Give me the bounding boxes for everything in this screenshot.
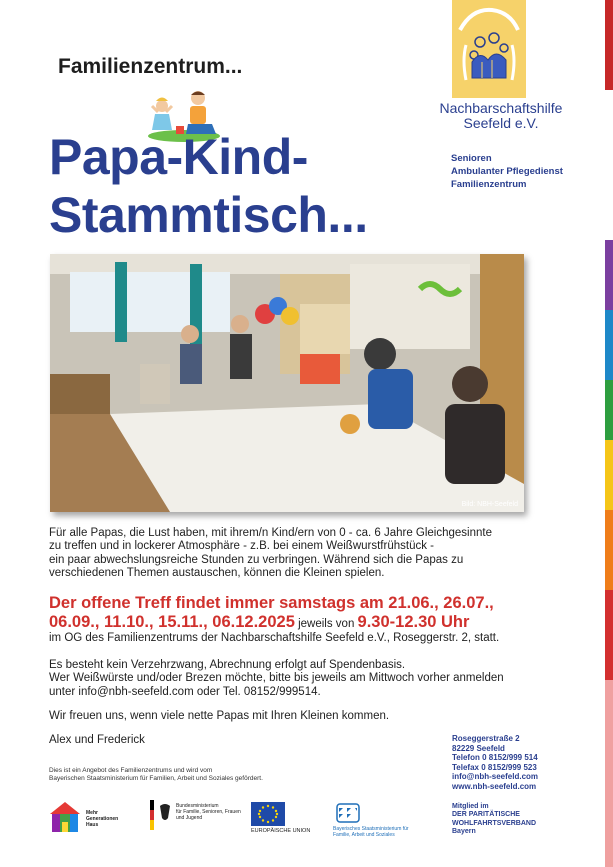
dates-inline-text: jeweils von [294,618,358,630]
contact-phone: Telefon 0 8152/999 514 [452,753,538,763]
stripe-purple [605,240,613,310]
bayern-line: Familie, Arbeit und Soziales [333,832,395,838]
dates-paragraph [49,594,569,634]
stripe-red-2 [605,590,613,680]
contact-website[interactable]: www.nbh-seefeld.com [452,781,537,791]
contact-email[interactable]: info@nbh-seefeld.com [452,772,539,782]
intro-line: Für alle Papas, die Lust haben, mit ihrem/n Kind/ern von 0 - ca. 6 Jahre Gleichgesinnte [49,527,492,539]
house-icon [48,800,82,836]
funding-footnote [49,767,349,783]
federal-eagle-icon [150,800,172,832]
member-line: Bayern [452,828,476,836]
member-line: DER PARITÄTISCHE [452,811,520,819]
pay-line: Wer Weißwürste und/oder Brezen möchte, bitte bis jeweils am Mittwoch vorher anmelden [49,672,504,685]
payment-paragraph [49,659,559,699]
footnote-line1: Dies ist ein Angebot des Familienzentrums und wird vom [49,767,213,774]
title-line2: Stammtisch... [49,187,368,243]
service-item: Senioren [451,153,492,164]
location-text: im OG des Familienzentrums der Nachbarschaftshilfe Seefeld e.V., Roseggerstr. 2, statt. [49,632,500,644]
contact-city: 82229 Seefeld [452,743,505,753]
contact-fax: Telefax 0 8152/999 523 [452,762,537,772]
services-list [451,152,563,191]
organization-name [436,101,566,131]
stripe-green [605,380,613,440]
page-title [49,128,368,244]
membership-block [452,803,536,837]
bavarian-coat-of-arms-icon [333,802,363,824]
mgh-line: Mehr [86,810,98,816]
intro-line: zu treffen und in lockerer Atmosphäre - z.B. bei einem Weißwurstfrühstück - [49,540,434,553]
event-photo [50,254,524,512]
contact-street: Roseggerstraße 2 [452,734,520,743]
mgh-line: Generationen [86,816,119,822]
pay-line: Es besteht kein Verzehrzwang, Abrechnung erfolgt auf Spendenbasis. [49,659,406,671]
intro-line: verschiedenen Themen austauschen, können die Kleinen spielen. [49,567,385,580]
footnote-line2: Bayerischen Staatsministerium für Familien, Arbeit und Soziales gefördert. [49,775,263,782]
stripe-blue [605,310,613,380]
org-name-line1: Nachbarschaftshilfe [439,100,563,116]
photo-credit: Bild: NBH-Seefeld [461,501,518,508]
signature: Alex und Frederick [49,734,145,746]
kicker-heading: Familienzentrum... [58,55,243,78]
stripe-red [605,0,613,90]
event-time: 9.30-12.30 Uhr [357,613,470,631]
contact-block [452,734,538,792]
member-line: Mitglied im [452,803,489,810]
bmfsfj-line: und Jugend [176,815,203,821]
mgh-line: Haus [86,822,99,828]
pay-line: unter info@nbh-seefeld.com oder Tel. 08152/999514. [49,685,321,698]
stripe-white [605,90,613,240]
organization-logo [452,0,526,98]
welcome-text: Wir freuen uns, wenn viele nette Papas mit Ihren Kleinen kommen. [49,710,390,722]
family-hands-icon [452,0,526,98]
stripe-pink [605,680,613,867]
intro-line: ein paar abwechslungsreiche Stunden zu verbringen. Während sich die Papas zu [49,553,464,566]
eu-label: EUROPÄISCHE UNION [251,828,311,834]
room-photo-illustration [50,254,524,512]
service-item: Ambulanter Pflegedienst [451,166,563,177]
intro-paragraph [49,527,559,581]
title-line1: Papa-Kind- [49,129,308,185]
bayern-line: Bayerisches Staatsministerium für [333,826,409,832]
service-item: Familienzentrum [451,179,527,190]
stripe-yellow [605,440,613,510]
stripe-orange [605,510,613,590]
bmfsfj-line: Bundesministerium [176,803,219,809]
dates-line2: 06.09., 11.10., 15.11., 06.12.2025 [49,613,295,631]
dates-line1: Der offene Treff findet immer samstags am 21.06., 26.07., [49,594,494,612]
bmfsfj-line: für Familie, Senioren, Frauen [176,809,241,815]
member-line: WOHLFAHRTSVERBAND [452,819,536,827]
org-name-line2: Seefeld e.V. [463,115,539,131]
eu-flag-icon [251,802,285,826]
